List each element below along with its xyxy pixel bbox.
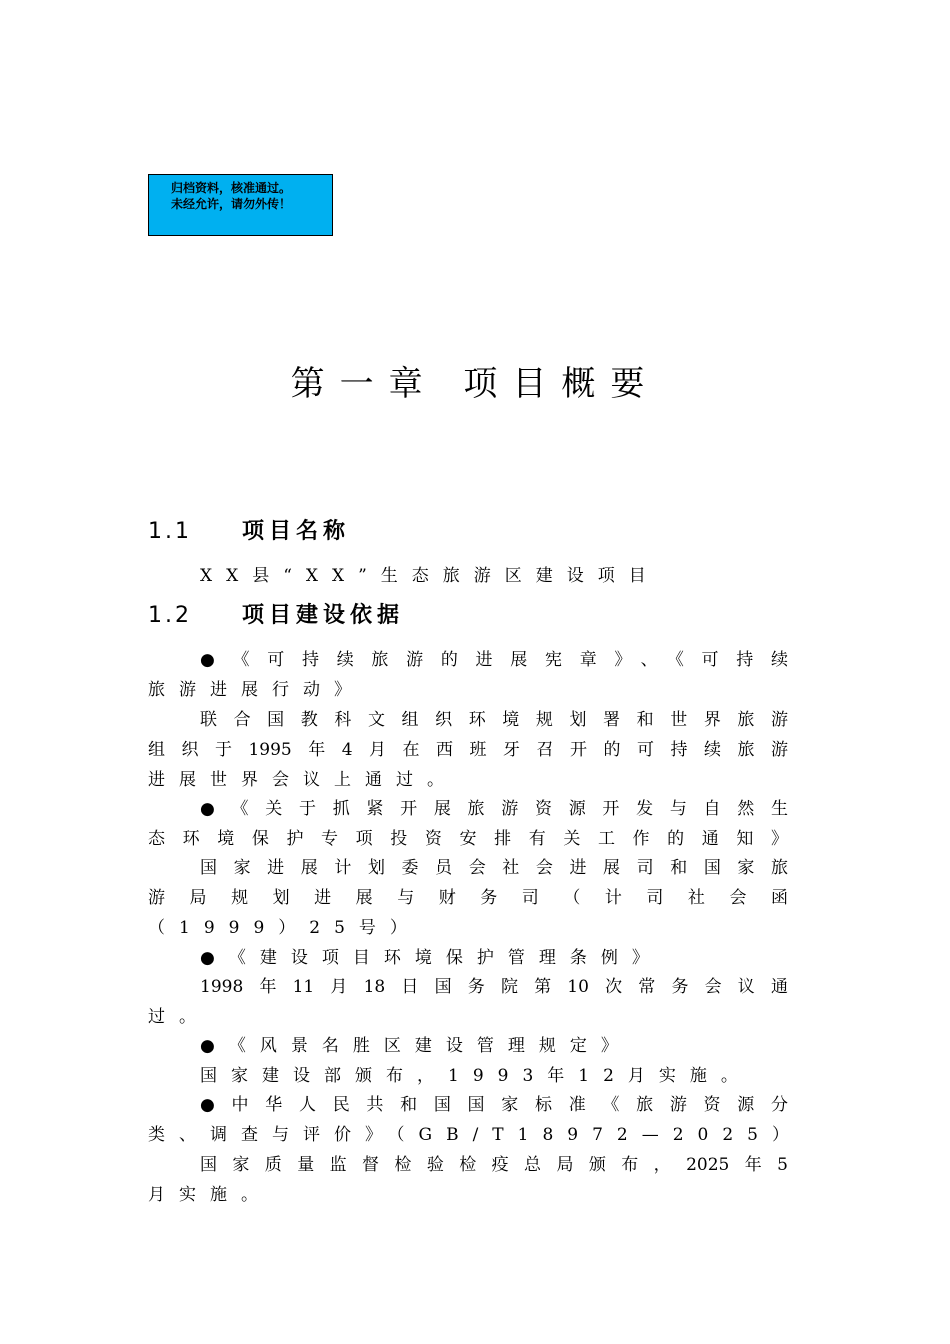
basis-line: ●《风景名胜区建设管理规定》 xyxy=(200,1036,632,1056)
section-title: 项目建设依据 xyxy=(242,603,405,628)
basis-line: 旅游进展行动》 xyxy=(148,680,365,700)
basis-line: （1999）25号） xyxy=(148,918,421,938)
basis-line: ●中华人民共和国国家标准《旅游资源分 xyxy=(200,1095,788,1115)
basis-line: 过。 xyxy=(148,1007,210,1027)
basis-line: 月实施。 xyxy=(148,1185,272,1205)
basis-line: ●《建设项目环境保护管理条例》 xyxy=(200,948,663,968)
stamp-line-2: 未经允许，请勿外传！ xyxy=(171,197,292,211)
section-heading-1-1 xyxy=(148,514,350,545)
basis-line: 组织于1995年4月在西班牙召开的可持续旅游 xyxy=(148,740,788,760)
section-number: 1.1 xyxy=(148,519,192,544)
basis-line: 游局规划进展与财务司（计司社会函 xyxy=(148,888,788,908)
archive-stamp xyxy=(148,174,333,236)
basis-line: 态环境保护专项投资安排有关工作的通知》 xyxy=(148,829,788,849)
stamp-line-1: 归档资料，核准通过。 xyxy=(171,181,292,195)
section-number: 1.2 xyxy=(148,603,192,628)
project-name-text: XX县“XX”生态旅游区建设项目 xyxy=(200,566,660,586)
basis-line: 类、调查与评价》（GB/T18972—2025） xyxy=(148,1125,803,1145)
basis-line: 1998年11月18日国务院第10次常务会议通 xyxy=(200,977,788,997)
section-heading-1-2 xyxy=(148,598,404,629)
basis-line: 国家建设部颁布，1993年12月实施。 xyxy=(200,1066,752,1086)
basis-line: ●《关于抓紧开展旅游资源开发与自然生 xyxy=(200,799,788,819)
section-title: 项目名称 xyxy=(242,519,351,544)
basis-line: 国家质量监督检验检疫总局颁布，2025年5 xyxy=(200,1155,788,1175)
basis-line: 进展世界会议上通过。 xyxy=(148,770,458,790)
basis-line: 国家进展计划委员会社会进展司和国家旅 xyxy=(200,858,788,878)
chapter-title: 第一章 项目概要 xyxy=(290,364,660,404)
basis-line: ●《可持续旅游的进展宪章》、《可持续 xyxy=(200,650,788,670)
basis-line: 联合国教科文组织环境规划署和世界旅游 xyxy=(200,710,788,730)
